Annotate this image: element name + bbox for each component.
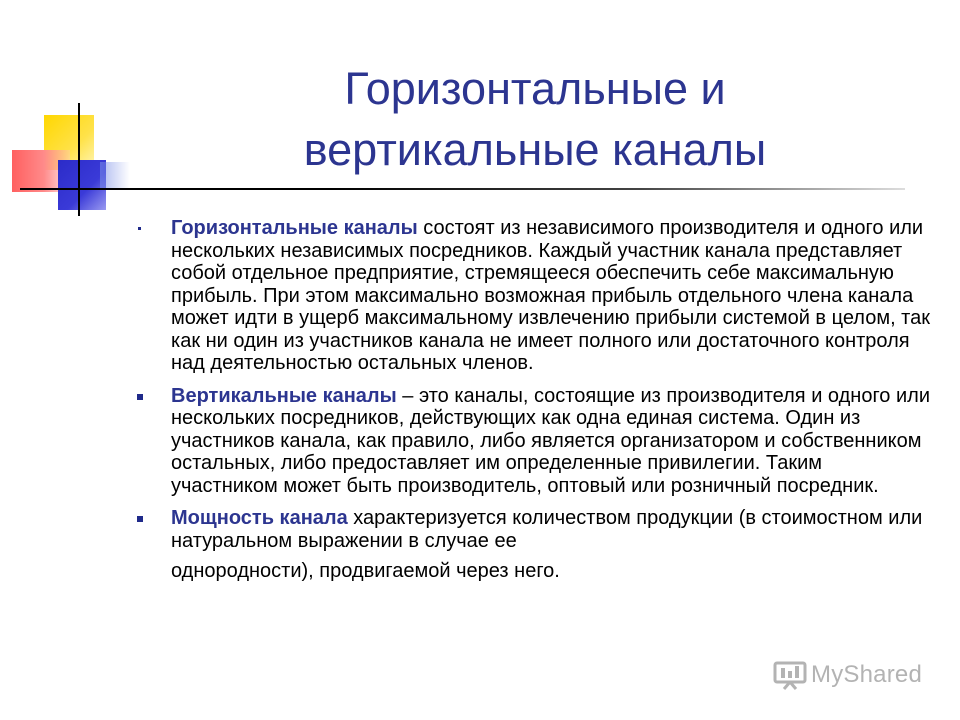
title-underline (20, 188, 905, 190)
title-line-1: Горизонтальные и (344, 63, 726, 114)
list-item (130, 507, 930, 583)
bullet-icon (137, 516, 143, 522)
bullet-icon (137, 394, 143, 400)
list-item (130, 217, 930, 375)
corner-decoration (0, 0, 140, 230)
presentation-icon (773, 660, 807, 690)
item-term: Горизонтальные каналы (171, 217, 418, 239)
watermark-text: MyShared (811, 661, 922, 688)
blue-square-decoration (58, 160, 106, 210)
item-term: Мощность канала (171, 507, 348, 529)
item-term: Вертикальные каналы (171, 384, 397, 407)
vertical-rule (78, 103, 80, 216)
bullet-icon (138, 227, 141, 230)
item-text: – это каналы, состоящие из производителя и одного или нескольких посредников, действующих как одна единая система. Один из участников канала, как правило, либо является организатором и собственником остальных, либо предоставляет им определенные привилегии. Таким участником может быть производитель, оптовый или розничный посредник. (171, 384, 930, 497)
blue-fade-decoration (100, 162, 130, 190)
title-line-2: вертикальные каналы (303, 124, 767, 175)
item-text-tail: однородности), продвигаемой через него. (171, 560, 560, 582)
item-text: состоят из независимого производителя и одного или нескольких независимых посредников. Каждый участник канала представляет собой отдельное предприятие, стремящееся обеспечить себе максимальную прибыль. При этом максимально возможная прибыль отдельного члена канала может идти в ущерб максимальному извлечению прибыли системой в целом, так как ни один из участников канала не имеет полного или достаточного контроля над деятельностью остальных членов. (171, 217, 930, 374)
watermark (773, 660, 922, 690)
slide-title (150, 58, 920, 180)
bullet-list (130, 217, 930, 583)
item-text: характеризуется количеством продукции (в стоимостном или натуральном выражении в случае ее (171, 507, 923, 552)
list-item (130, 385, 930, 498)
